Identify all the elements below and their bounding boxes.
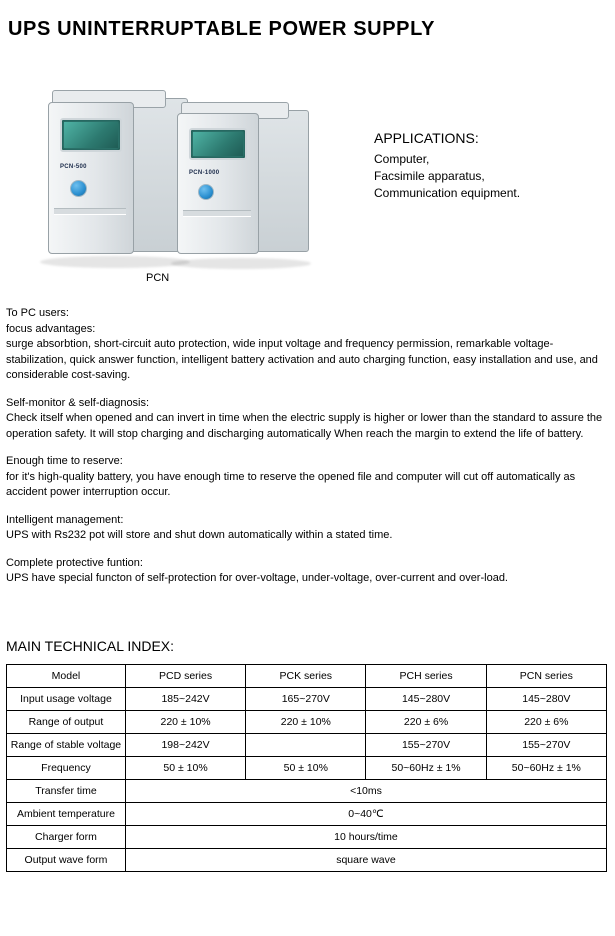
table-cell: 220 ± 6% xyxy=(486,711,606,734)
applications-item: Communication equipment. xyxy=(374,186,521,200)
table-cell: 155~270V xyxy=(486,734,606,757)
applications-item: Facsimile apparatus, xyxy=(374,169,485,183)
section-body: UPS with Rs232 pot will store and shut down automatically within a stated time. xyxy=(6,529,393,541)
column-header: PCN series xyxy=(486,665,606,688)
table-row xyxy=(7,803,607,826)
table-row xyxy=(7,734,607,757)
section-heading: Self-monitor & self-diagnosis: xyxy=(6,396,150,409)
row-label: Range of output xyxy=(7,711,126,734)
section-heading: Complete protective funtion: xyxy=(6,556,143,569)
column-header: PCK series xyxy=(246,665,366,688)
table-cell: 50~60Hz ± 1% xyxy=(486,757,606,780)
column-header: PCH series xyxy=(366,665,486,688)
column-header: Model xyxy=(7,665,126,688)
unit-display-screen xyxy=(189,128,247,160)
row-label: Charger form xyxy=(7,826,126,849)
display-glass xyxy=(193,132,243,156)
applications-item: Computer, xyxy=(374,152,430,166)
section-subheading: focus advantages: xyxy=(6,322,96,335)
unit-side-panel xyxy=(251,110,309,252)
unit-model-label: PCN-500 xyxy=(60,164,87,170)
row-label: Input usage voltage xyxy=(7,688,126,711)
table-cell: 198~242V xyxy=(125,734,245,757)
unit-power-button[interactable] xyxy=(198,184,214,200)
unit-display-screen xyxy=(60,118,122,152)
table-cell: 145~280V xyxy=(366,688,486,711)
unit-vent-slot xyxy=(54,208,126,215)
table-cell: 145~280V xyxy=(486,688,606,711)
table-header-row xyxy=(7,665,607,688)
section-heading: Intelligent management: xyxy=(6,513,124,526)
table-cell-merged: 10 hours/time xyxy=(125,826,606,849)
row-label: Frequency xyxy=(7,757,126,780)
table-cell: 165~270V xyxy=(246,688,366,711)
row-label: Transfer time xyxy=(7,780,126,803)
section-body: surge absorbtion, short-circuit auto protection, wide input voltage and frequency permission, remarkable voltage-stabilization, quick answer function, intelligent battery activation and auto charging function, easy installation and use, and considerable cost-saving. xyxy=(6,338,598,381)
unit-power-button[interactable] xyxy=(70,180,87,197)
body-copy xyxy=(6,306,610,599)
section-heading: Enough time to reserve: xyxy=(6,455,123,467)
section-body: UPS have special functon of self-protection for over-voltage, under-voltage, over-current and over-load. xyxy=(6,572,508,584)
product-illustration xyxy=(0,72,615,292)
section-body: for it's high-quality battery, you have enough time to reserve the opened file and computer will cut off automatically as accident power interruption occur. xyxy=(6,470,576,498)
table-cell: 50~60Hz ± 1% xyxy=(366,757,486,780)
tech-index-heading: MAIN TECHNICAL INDEX: xyxy=(6,638,175,654)
row-label: Range of stable voltage xyxy=(7,734,126,757)
table-row xyxy=(7,688,607,711)
table-cell-merged: <10ms xyxy=(125,780,606,803)
table-row xyxy=(7,780,607,803)
table-cell-merged: square wave xyxy=(125,849,606,872)
table-cell: 220 ± 6% xyxy=(366,711,486,734)
tech-index-table xyxy=(6,664,607,872)
table-cell: 50 ± 10% xyxy=(246,757,366,780)
display-glass xyxy=(64,122,118,148)
table-cell: 220 ± 10% xyxy=(125,711,245,734)
table-cell-merged: 0~40℃ xyxy=(125,803,606,826)
page-title: UPS UNINTERRUPTABLE POWER SUPPLY xyxy=(8,18,436,40)
ups-unit-2 xyxy=(165,98,315,273)
table-cell: 185~242V xyxy=(125,688,245,711)
table-row xyxy=(7,826,607,849)
section-heading: To PC users: xyxy=(6,307,69,319)
applications-block xyxy=(374,130,520,202)
table-cell xyxy=(246,734,366,757)
column-header: PCD series xyxy=(125,665,245,688)
row-label: Output wave form xyxy=(7,849,126,872)
table-cell: 155~270V xyxy=(366,734,486,757)
table-row xyxy=(7,711,607,734)
table-row xyxy=(7,757,607,780)
unit-vent-slot xyxy=(183,210,251,217)
table-cell: 50 ± 10% xyxy=(125,757,245,780)
applications-heading: APPLICATIONS: xyxy=(374,130,479,146)
table-row xyxy=(7,849,607,872)
unit-shadow xyxy=(171,258,311,269)
table-cell: 220 ± 10% xyxy=(246,711,366,734)
product-caption: PCN xyxy=(146,272,170,284)
unit-model-label: PCN-1000 xyxy=(189,170,220,176)
section-body: Check itself when opened and can invert in time when the electric supply is higher or lower than the standard to assure the operation safety. It will stop charging and discharging automatically When reach the margin to extend the life of battery. xyxy=(6,412,603,440)
row-label: Ambient temperature xyxy=(7,803,126,826)
